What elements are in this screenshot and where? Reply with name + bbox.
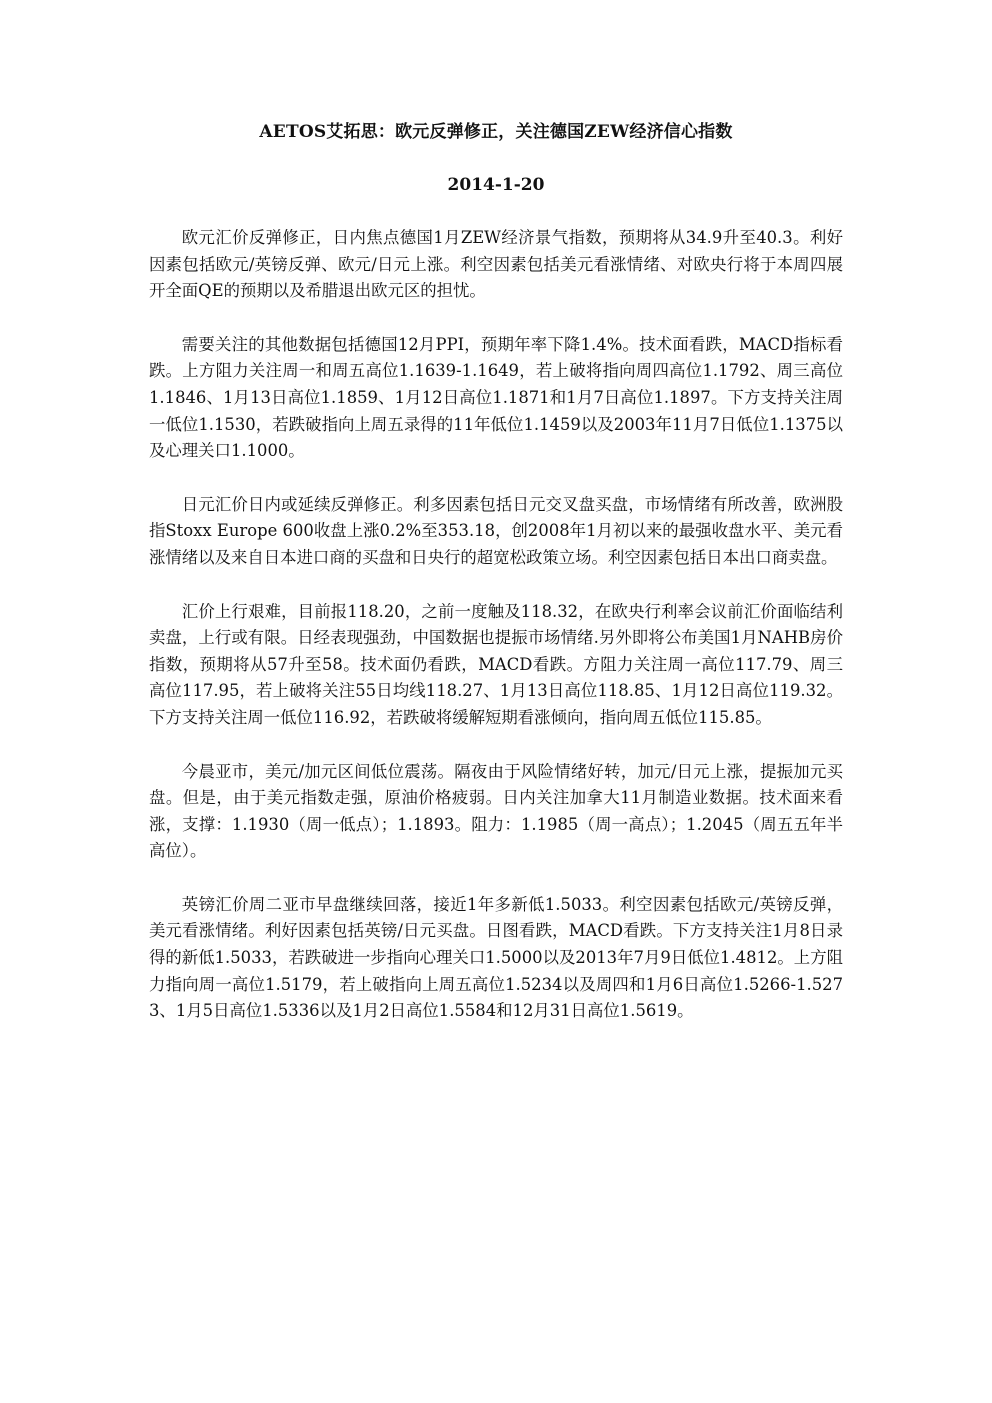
paragraph-usdcad: 今晨亚市，美元/加元区间低位震荡。隔夜由于风险情绪好转，加元/日元上涨，提振加元买盘。但是，由于美元指数走强，原油价格疲弱。日内关注加拿大11月制造业数据。技术面来看涨，支撑：1.1930（周一低点）；1.1893。阻力：1.1985（周一高点）；1.2045（周五五年半高位）。 bbox=[149, 761, 843, 861]
paragraph-euro-technical: 需要关注的其他数据包括德国12月PPI，预期年率下降1.4%。技术面看跌，MACD指标看跌。上方阻力关注周一和周五高位1.1639-1.1649，若上破将指向周四高位1.1792、周三高位1.1846、1月13日高位1.1859、1月12日高位1.1871和1月7日高位1.1897。下方支持关注周一低位1.1530，若跌破指向上周五录得的11年低位1.1459以及2003年11月7日低位1.1375以及心理关口1.1000。 bbox=[149, 334, 843, 461]
document-content bbox=[149, 118, 843, 1025]
document-title: AETOS艾拓思：欧元反弹修正，关注德国ZEW经济信心指数 bbox=[259, 122, 733, 142]
document-date: 2014-1-20 bbox=[447, 175, 545, 195]
paragraph-euro: 欧元汇价反弹修正，日内焦点德国1月ZEW经济景气指数，预期将从34.9升至40.3。利好因素包括欧元/英镑反弹、欧元/日元上涨。利空因素包括美元看涨情绪、对欧央行将于本周四展开全面QE的预期以及希腊退出欧元区的担忧。 bbox=[149, 228, 843, 301]
paragraph-usdjpy: 汇价上行艰难，目前报118.20，之前一度触及118.32，在欧央行利率会议前汇价面临结利卖盘，上行或有限。日经表现强劲，中国数据也提振市场情绪.另外即将公布美国1月NAHB房价指数，预期将从57升至58。技术面仍看跌，MACD看跌。方阻力关注周一高位117.79、周三高位117.95，若上破将关注55日均线118.27、1月13日高位118.85、1月12日高位119.32。下方支持关注周一低位116.92，若跌破将缓解短期看涨倾向，指向周五低位115.85。 bbox=[149, 601, 843, 727]
paragraph-gbp: 英镑汇价周二亚市早盘继续回落，接近1年多新低1.5033。利空因素包括欧元/英镑反弹，美元看涨情绪。利好因素包括英镑/日元买盘。日图看跌，MACD看跌。下方支持关注1月8日录得的新低1.5033，若跌破进一步指向心理关口1.5000以及2013年7月9日低位1.4812。上方阻力指向周一高位1.5179，若上破指向上周五高位1.5234以及周四和1月6日高位1.5266-1.5273、1月5日高位1.5336以及1月2日高位1.5584和12月31日高位1.5619。 bbox=[149, 894, 843, 1021]
document-body bbox=[149, 225, 843, 1025]
paragraph-yen: 日元汇价日内或延续反弹修正。利多因素包括日元交叉盘买盘，市场情绪有所改善，欧洲股指Stoxx Europe 600收盘上涨0.2%至353.18，创2008年1月初以来的最强收盘水平、美元看涨情绪以及来自日本进口商的买盘和日央行的超宽松政策立场。利空因素包括日本出口商卖盘。 bbox=[149, 494, 843, 567]
